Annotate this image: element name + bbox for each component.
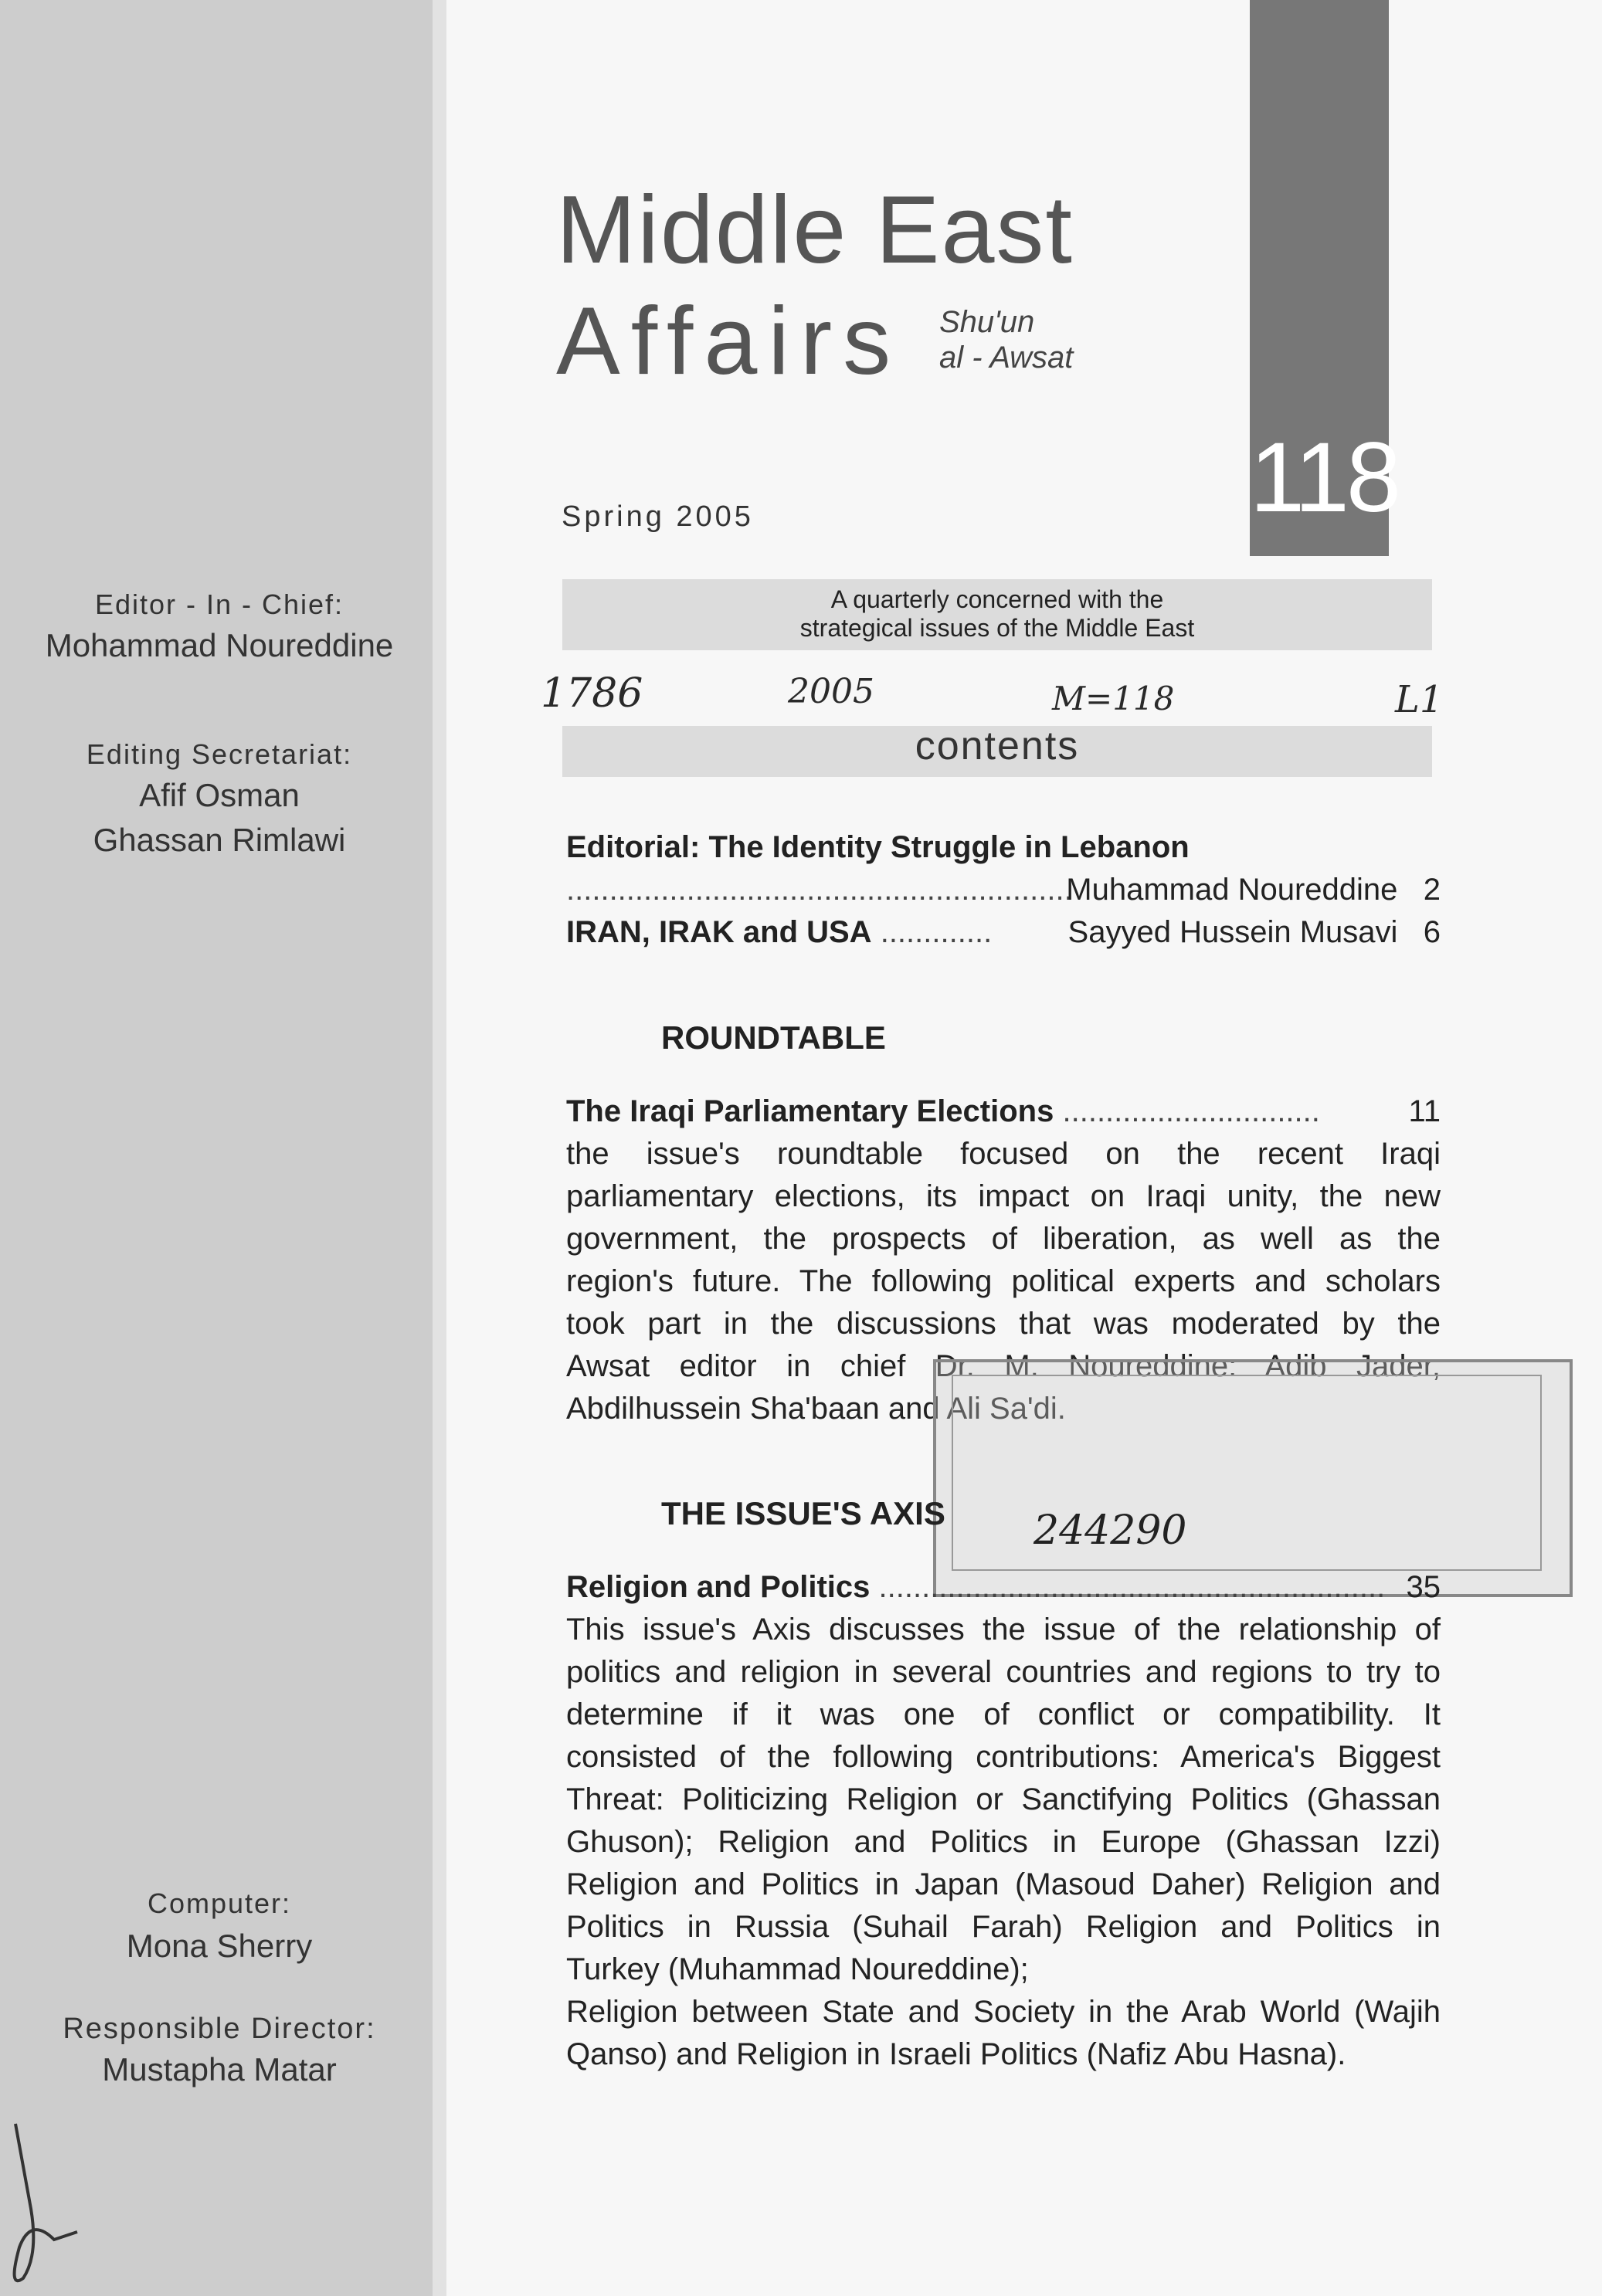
transliteration-line1: Shu'un bbox=[939, 305, 1035, 339]
signature-stroke bbox=[15, 2124, 77, 2281]
roundtable-line: took part in the discussions that was moderated by the bbox=[566, 1307, 1441, 1341]
axis-line: determine if it was one of conflict or compatibility. It bbox=[566, 1697, 1441, 1731]
signature-mark bbox=[0, 2116, 108, 2296]
secretariat-label: Editing Secretariat: bbox=[86, 738, 353, 770]
library-stamp bbox=[933, 1359, 1573, 1597]
axis-section bbox=[566, 1566, 1441, 2076]
tagline-line2: strategical issues of the Middle East bbox=[799, 614, 1195, 643]
season: Spring 2005 bbox=[562, 500, 754, 533]
roundtable-entry bbox=[566, 1090, 1441, 1133]
iran-author: Sayyed Hussein Musavi bbox=[1067, 915, 1398, 949]
axis-line: Religion and Politics in Japan (Masoud Daher) Religion and bbox=[566, 1867, 1441, 1901]
roundtable-line: Awsat editor in chief Dr. M. Noureddine: Adib Jader, bbox=[566, 1349, 1441, 1383]
axis-line: Ghuson); Religion and Politics in Europe (Ghassan Izzi) bbox=[566, 1825, 1441, 1859]
axis-dots: ........................................................... bbox=[878, 1570, 1386, 1604]
computer-label: Computer: bbox=[147, 1887, 292, 1919]
editorial-author: Muhammad Noureddine bbox=[1066, 873, 1398, 907]
transliteration-line2: al - Awsat bbox=[939, 341, 1074, 375]
roundtable-line: Abdilhussein Sha'baan and Ali Sa'di. bbox=[566, 1392, 1066, 1426]
roundtable-title: The Iraqi Parliamentary Elections bbox=[566, 1094, 1054, 1128]
issue-number: 118 bbox=[1250, 422, 1399, 533]
tagline bbox=[562, 585, 1432, 643]
axis-heading: THE ISSUE'S AXIS bbox=[661, 1495, 945, 1531]
axis-line: Religion between State and Society in the Arab World (Wajih bbox=[566, 1995, 1441, 2029]
tagline-line1: A quarterly concerned with the bbox=[830, 585, 1164, 613]
secretariat-name-2: Ghassan Rimlawi bbox=[93, 822, 346, 858]
roundtable-heading: ROUNDTABLE bbox=[661, 1019, 886, 1056]
axis-line: This issue's Axis discusses the issue of the relationship of bbox=[566, 1613, 1441, 1647]
editorial-title: Editorial: The Identity Struggle in Lebanon bbox=[566, 830, 1190, 864]
handwritten-right: M=118 bbox=[1052, 680, 1175, 717]
director-label: Responsible Director: bbox=[63, 2013, 376, 2045]
axis-line: Threat: Politicizing Religion or Sanctifying Politics (Ghassan bbox=[566, 1782, 1441, 1816]
contents-heading: contents bbox=[915, 724, 1080, 768]
editorial-entry bbox=[566, 869, 1441, 911]
axis-line: Turkey (Muhammad Noureddine); bbox=[566, 1952, 1029, 1986]
axis-page: 35 bbox=[1406, 1570, 1441, 1604]
axis-line: consisted of the following contributions: America's Biggest bbox=[566, 1740, 1441, 1774]
director-name: Mustapha Matar bbox=[102, 2051, 337, 2087]
axis-title: Religion and Politics bbox=[566, 1570, 871, 1604]
roundtable-line: government, the prospects of liberation, as well as the bbox=[566, 1222, 1441, 1256]
transliteration bbox=[939, 304, 1073, 375]
roundtable-page: 11 bbox=[1408, 1094, 1441, 1128]
axis-entry bbox=[566, 1566, 1441, 1609]
handwritten-left: 1786 bbox=[541, 670, 643, 717]
editorial-author-page bbox=[1066, 869, 1441, 911]
roundtable-line: the issue's roundtable focused on the recent Iraqi bbox=[566, 1137, 1441, 1171]
title-line2: Affairs bbox=[556, 288, 902, 395]
editorial-page: 2 bbox=[1423, 873, 1441, 907]
editor-label: Editor - In - Chief: bbox=[94, 588, 344, 620]
iran-page: 6 bbox=[1423, 915, 1441, 949]
axis-line: Politics in Russia (Suhail Farah) Religion and Politics in bbox=[566, 1910, 1441, 1944]
roundtable-line: region's future. The following political experts and scholars bbox=[566, 1264, 1441, 1298]
axis-line: Qanso) and Religion in Israeli Politics (Nafiz Abu Hasna). bbox=[566, 2037, 1346, 2071]
iran-title: IRAN, IRAK and USA bbox=[566, 915, 872, 949]
iran-author-page bbox=[1068, 911, 1441, 954]
handwritten-middle: 2005 bbox=[788, 672, 874, 711]
iran-entry bbox=[566, 911, 1441, 954]
roundtable-dots: .............................. bbox=[1062, 1094, 1320, 1128]
contents-top-entries bbox=[566, 826, 1441, 954]
iran-dots: ............. bbox=[880, 915, 993, 949]
computer-name: Mona Sherry bbox=[126, 1928, 313, 1964]
title-line1: Middle East bbox=[556, 177, 1074, 283]
roundtable-line: parliamentary elections, its impact on Iraqi unity, the new bbox=[566, 1179, 1441, 1213]
editor-name: Mohammad Noureddine bbox=[45, 627, 394, 663]
editorial-dots: ........................................................... bbox=[566, 873, 1073, 907]
axis-line: politics and religion in several countries and regions to try to bbox=[566, 1655, 1441, 1689]
handwritten-far-right: L1 bbox=[1395, 678, 1444, 721]
secretariat-name-1: Afif Osman bbox=[139, 777, 300, 813]
stamp-number: 244290 bbox=[1033, 1507, 1187, 1554]
